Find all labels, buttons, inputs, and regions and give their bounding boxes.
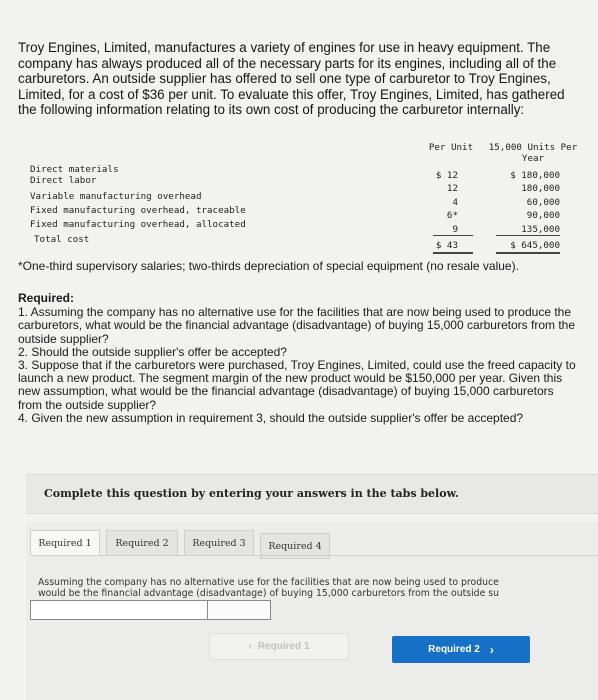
year-value: 135,000 (521, 224, 560, 235)
answer-label-cell (30, 600, 208, 620)
required-section (18, 292, 578, 425)
chevron-right-icon: › (489, 642, 494, 657)
instruction-banner (26, 474, 598, 514)
row-label: Variable manufacturing overhead (30, 191, 202, 202)
next-button-label: Required 2 (428, 644, 480, 655)
row-label: Fixed manufacturing overhead, traceable (30, 205, 246, 216)
year-value: 180,000 (521, 183, 560, 194)
total-per-unit: $ 43 (435, 240, 458, 251)
tab-required-1[interactable]: Required 1 (30, 530, 100, 556)
per-unit-value: 4 (452, 197, 458, 208)
requirement-item: 4. Given the new assumption in requirement 3, should the outside supplier's offer be accepted? (18, 410, 524, 425)
required-heading: Required: (18, 291, 75, 305)
footnote: *One-third supervisory salaries; two-thirds depreciation of special equipment (no resale value). (18, 259, 519, 273)
problem-intro: Troy Engines, Limited, manufactures a variety of engines for use in heavy equipment. The company has always produced all of the necessary parts for its engines, including all of the carburetors. An outside supplier has offered to sell one type of carburetor to Troy Engines, Limited, for a cost of $36 per unit. To evaluate this offer, Troy Engines, Limited, has gathered the following information relating to its own cost of producing the carburetor internally: (18, 40, 565, 117)
tab-required-3[interactable]: Required 3 (184, 530, 254, 556)
next-button[interactable] (392, 636, 530, 663)
requirement-item: 3. Suppose that if the carburetors were purchased, Troy Engines, Limited, could use the freed capacity to launch a new product. The segment margin of the new product would be $150,000 per year. Given this new assumption, what would be the financial advantage (disadvantage) of buying 15,000 carburetors from the outside supplier? (18, 358, 576, 412)
row-label: Direct labor (30, 175, 97, 186)
financial-advantage-input[interactable] (207, 600, 271, 620)
row-label: Direct materials (30, 164, 119, 175)
total-double-rule (433, 252, 473, 254)
total-year: $ 645,000 (510, 240, 560, 251)
subtotal-rule (496, 235, 560, 236)
tab-required-4[interactable]: Required 4 (260, 533, 330, 559)
per-unit-value: 6* (446, 210, 458, 221)
requirement-item: 1. Assuming the company has no alternative use for the facilities that are now being used to produce the carburetors, what would be the financial advantage (disadvantage) of buying 15,000 carburetors from the outside supplier? (18, 305, 576, 346)
subtotal-rule (433, 235, 473, 236)
question-text (38, 577, 598, 599)
instruction-text: Complete this question by entering your answers in the tabs below. (44, 487, 459, 500)
requirement-item: 2. Should the outside supplier's offer be accepted? (18, 344, 287, 359)
year-value: 90,000 (526, 210, 560, 221)
total-label: Total cost (34, 234, 90, 245)
year-value: $ 180,000 (510, 170, 560, 181)
per-unit-value: $ 12 (435, 170, 458, 181)
chevron-left-icon: ‹ (248, 641, 252, 652)
year-value: 60,000 (526, 197, 560, 208)
previous-button[interactable] (209, 633, 349, 660)
tab-required-2[interactable]: Required 2 (106, 530, 178, 556)
per-unit-value: 12 (446, 183, 458, 194)
col-header-per-unit: Per Unit (428, 142, 474, 153)
question-line: would be the financial advantage (disadvantage) of buying 15,000 carburetors from the outside su (38, 588, 499, 599)
col-header-year: 15,000 Units Per Year (488, 142, 578, 164)
row-label: Fixed manufacturing overhead, allocated (30, 219, 246, 230)
per-unit-value: 9 (452, 224, 458, 235)
question-line: Assuming the company has no alternative use for the facilities that are now being used to produce (38, 577, 499, 588)
total-double-rule (496, 252, 560, 254)
previous-button-label: Required 1 (257, 641, 310, 652)
tab-divider (30, 555, 598, 556)
